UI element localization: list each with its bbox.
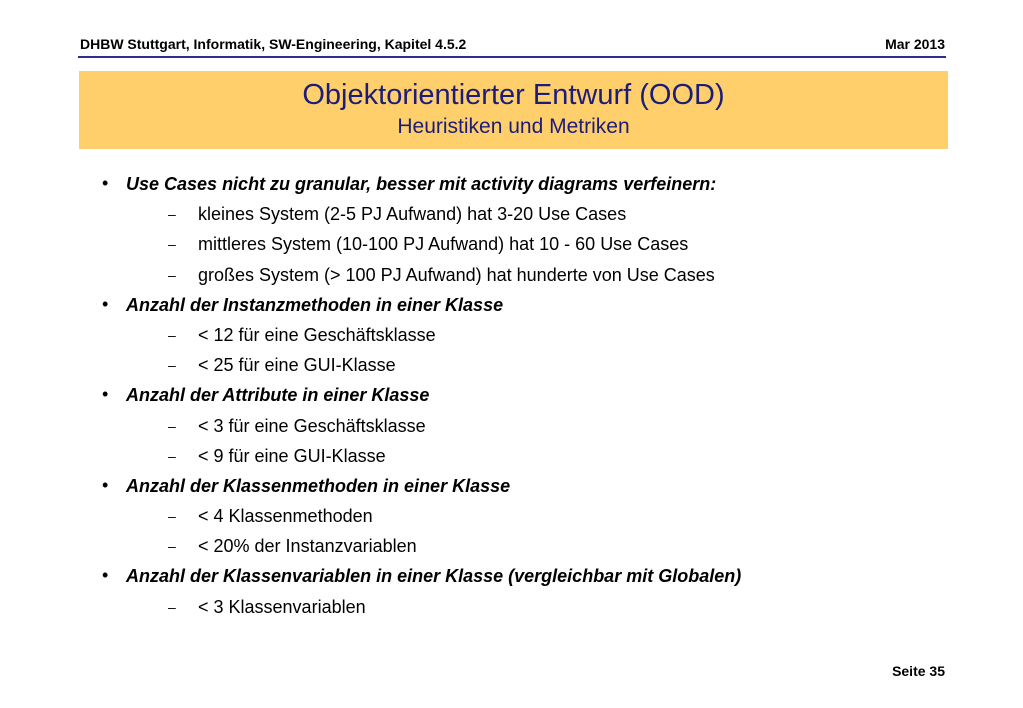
slide-subtitle: Heuristiken und Metriken (397, 115, 630, 138)
bullet-item (0, 564, 1023, 594)
sub-bullet-text: kleines System (2-5 PJ Aufwand) hat 3-20 Use Cases (198, 204, 627, 225)
sub-bullet-item (0, 595, 1023, 625)
sub-bullet-text: < 3 Klassenvariablen (198, 596, 366, 617)
bullet-item (0, 172, 1023, 202)
sub-bullet-item (0, 353, 1023, 383)
bullet-heading: Anzahl der Klassenvariablen in einer Klasse (vergleichbar mit Globalen) (126, 566, 742, 587)
dash-icon: – (168, 447, 176, 464)
dash-icon: – (168, 236, 176, 253)
sub-bullet-item (0, 202, 1023, 232)
bullet-item (0, 383, 1023, 413)
bullet-heading: Anzahl der Instanzmethoden in einer Klasse (126, 294, 504, 315)
bullet-icon: • (102, 293, 109, 314)
dash-icon: – (168, 266, 176, 283)
dash-icon: – (168, 206, 176, 223)
sub-bullet-text: großes System (> 100 PJ Aufwand) hat hunderte von Use Cases (198, 264, 715, 285)
sub-bullet-text: < 4 Klassenmethoden (198, 506, 373, 527)
sub-bullet-item (0, 232, 1023, 262)
slide-title: Objektorientierter Entwurf (OOD) (302, 79, 725, 111)
sub-bullet-text: mittleres System (10-100 PJ Aufwand) hat 10 - 60 Use Cases (198, 234, 689, 255)
dash-icon: – (168, 326, 176, 343)
slide-content (0, 172, 1023, 625)
dash-icon: – (168, 357, 176, 374)
dash-icon: – (168, 598, 176, 615)
header-divider (78, 56, 946, 58)
sub-bullet-item (0, 414, 1023, 444)
sub-bullet-item (0, 504, 1023, 534)
sub-bullet-item (0, 263, 1023, 293)
bullet-icon: • (102, 384, 109, 405)
header-date: Mar 2013 (885, 36, 945, 52)
sub-bullet-text: < 20% der Instanzvariablen (198, 536, 417, 557)
bullet-icon: • (102, 173, 109, 193)
bullet-heading: Anzahl der Attribute in einer Klasse (126, 385, 430, 406)
sub-bullet-text: < 25 für eine GUI-Klasse (198, 355, 396, 376)
dash-icon: – (168, 417, 176, 434)
bullet-icon: • (102, 565, 109, 586)
bullet-heading: Anzahl der Klassenmethoden in einer Klasse (126, 475, 511, 496)
dash-icon: – (168, 538, 176, 555)
bullet-item (0, 293, 1023, 323)
sub-bullet-item (0, 444, 1023, 474)
sub-bullet-text: < 9 für eine GUI-Klasse (198, 445, 386, 466)
sub-bullet-text: < 3 für eine Geschäftsklasse (198, 415, 426, 436)
bullet-item (0, 474, 1023, 504)
slide-title-box (79, 71, 948, 149)
sub-bullet-item (0, 534, 1023, 564)
header-course-title: DHBW Stuttgart, Informatik, SW-Engineering, Kapitel 4.5.2 (80, 36, 467, 52)
page-number: Seite 35 (892, 663, 945, 679)
bullet-icon: • (102, 474, 109, 495)
bullet-heading: Use Cases nicht zu granular, besser mit activity diagrams verfeinern: (126, 174, 717, 194)
sub-bullet-item (0, 323, 1023, 353)
dash-icon: – (168, 508, 176, 525)
sub-bullet-text: < 12 für eine Geschäftsklasse (198, 324, 436, 345)
